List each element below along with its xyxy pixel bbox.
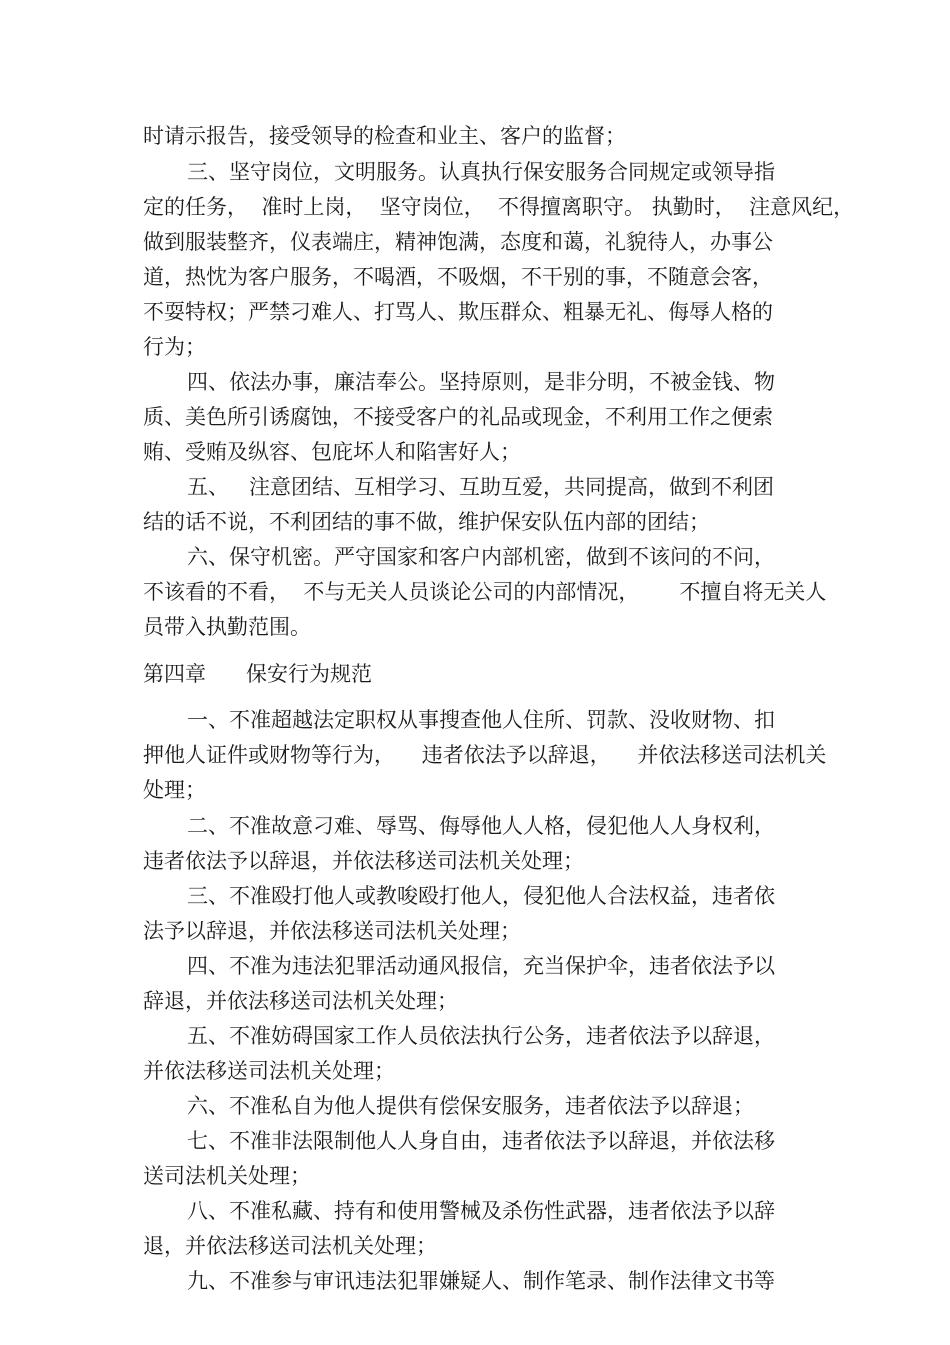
- text-line: 行为；: [143, 335, 206, 359]
- text-line: 六、不准私自为他人提供有偿保安服务，违者依法予以辞退；: [187, 1094, 754, 1118]
- text-line: 结的话不说，不利团结的事不做，维护保安队伍内部的团结；: [143, 510, 710, 534]
- text-line: 一、不准超越法定职权从事搜查他人住所、罚款、没收财物、扣: [187, 708, 775, 732]
- text-line: 贿、受贿及纵容、包庇坏人和陷害好人；: [143, 440, 521, 464]
- text-line: 三、坚守岗位，文明服务。认真执行保安服务合同规定或领导指: [187, 160, 775, 184]
- text-line: 时请示报告，接受领导的检查和业主、客户的监督；: [143, 124, 626, 148]
- text-line: 七、不准非法限制他人人身自由，违者依法予以辞退，并依法移: [187, 1129, 775, 1153]
- text-line: 六、保守机密。严守国家和客户内部机密，做到不该问的不问，: [187, 545, 775, 569]
- text-line: 四、依法办事，廉洁奉公。坚持原则，是非分明，不被金钱、物: [187, 370, 775, 394]
- text-line: 法予以辞退，并依法移送司法机关处理；: [143, 919, 521, 943]
- text-line: 八、不准私藏、持有和使用警械及杀伤性武器，违者依法予以辞: [187, 1199, 775, 1223]
- text-line: 四、不准为违法犯罪活动通风报信，充当保护伞，违者依法予以: [187, 954, 775, 978]
- text-line: 不耍特权；严禁刁难人、打骂人、欺压群众、粗暴无礼、侮辱人格的: [143, 300, 773, 324]
- text-line: 三、不准殴打他人或教唆殴打他人，侵犯他人合法权益，违者依: [187, 884, 775, 908]
- text-line: 员带入执勤范围。: [143, 615, 311, 639]
- text-line: 五、 注意团结、互相学习、互助互爱，共同提高，做到不利团: [187, 475, 775, 499]
- text-line: 做到服装整齐，仪表端庄，精神饱满，态度和蔼，礼貌待人，办事公: [143, 230, 773, 254]
- text-line: 道，热忱为客户服务，不喝酒，不吸烟，不干别的事，不随意会客，: [143, 265, 773, 289]
- text-line: 九、不准参与审讯违法犯罪嫌疑人、制作笔录、制作法律文书等: [187, 1269, 775, 1293]
- text-line: 不该看的不看， 不与无关人员谈论公司的内部情况， 不擅自将无关人: [143, 580, 827, 604]
- text-line: 押他人证件或财物等行为， 违者依法予以辞退， 并依法移送司法机关: [143, 743, 827, 767]
- text-line: 质、美色所引诱腐蚀，不接受客户的礼品或现金，不利用工作之便索: [143, 405, 773, 429]
- text-line: 处理；: [143, 778, 206, 802]
- text-line: 违者依法予以辞退，并依法移送司法机关处理；: [143, 849, 584, 873]
- text-line: 送司法机关处理；: [143, 1164, 311, 1188]
- text-line: 二、不准故意刁难、辱骂、侮辱他人人格，侵犯他人人身权利，: [187, 814, 775, 838]
- text-line: 退，并依法移送司法机关处理；: [143, 1234, 437, 1258]
- text-line: 定的任务， 准时上岗， 坚守岗位， 不得擅离职守。 执勤时， 注意风纪，: [143, 195, 855, 219]
- text-line: 五、不准妨碍国家工作人员依法执行公务，违者依法予以辞退，: [187, 1024, 775, 1048]
- text-line: 并依法移送司法机关处理；: [143, 1059, 395, 1083]
- chapter-heading: 第四章 保安行为规范: [143, 662, 373, 686]
- text-line: 辞退，并依法移送司法机关处理；: [143, 989, 458, 1013]
